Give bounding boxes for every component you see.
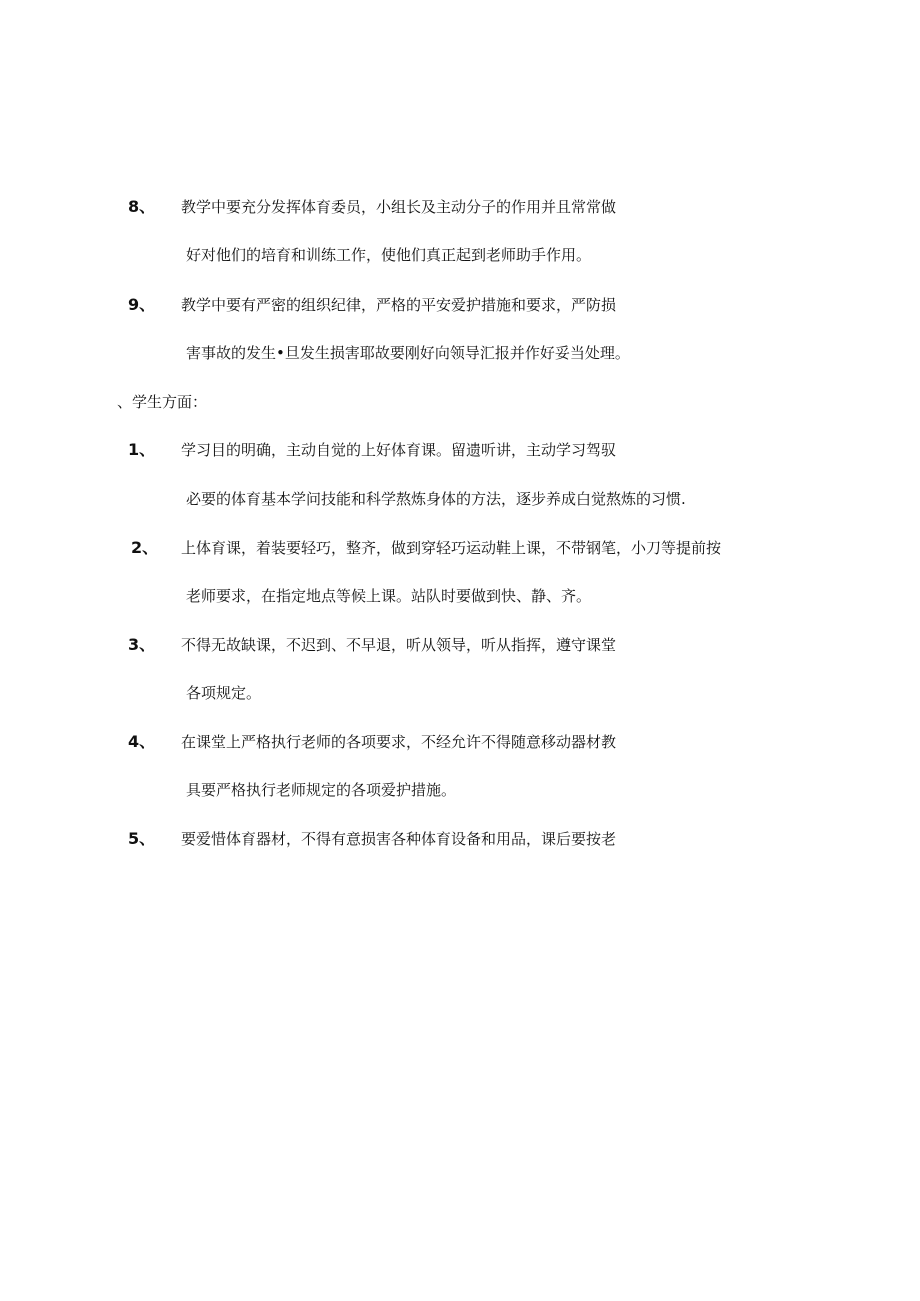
item-text-line: 教学中要有严密的组织纪律，严格的平安爱护措施和要求，严防损 <box>181 296 617 314</box>
section-heading: 、学生方面： <box>117 393 208 411</box>
item-text-line: 不得无故缺课，不迟到、不早退，听从领导，听从指挥，遵守课堂 <box>181 636 617 654</box>
item-text-line: 各项规定。 <box>186 684 262 702</box>
item-text-line: 要爱惜体育器材，不得有意损害各种体育设备和用品，课后要按老 <box>181 830 617 848</box>
item-text-line: 必要的体育基本学问技能和科学熬炼身体的方法，逐步养成白觉熬炼的习惯. <box>186 490 686 508</box>
item-text-line: 教学中要充分发挥体育委员，小组长及主动分子的作用并且常常做 <box>181 198 617 216</box>
item-text-line: 具要严格执行老师规定的各项爱护措施。 <box>186 781 457 799</box>
item-number: 4、 <box>128 732 156 751</box>
item-number: 1、 <box>128 440 156 459</box>
item-text-line: 老师要求，在指定地点等候上课。站队时要做到快、静、齐。 <box>186 587 592 605</box>
item-number: 8、 <box>128 197 156 216</box>
item-number: 2、 <box>131 538 159 557</box>
item-number: 3、 <box>128 635 156 654</box>
item-number: 9、 <box>128 295 156 314</box>
item-text-line: 害事故的发生•旦发生损害耶故要刚好向领导汇报并作好妥当处理。 <box>186 344 630 362</box>
item-number: 5、 <box>128 829 156 848</box>
item-text-line: 上体育课，着装要轻巧，整齐，做到穿轻巧运动鞋上课，不带钢笔，小刀等提前按 <box>181 539 722 557</box>
item-text-line: 学习目的明确，主动自觉的上好体育课。留遗听讲，主动学习驾驭 <box>181 441 617 459</box>
item-text-line: 好对他们的培育和训练工作，使他们真正起到老师助手作用。 <box>186 246 592 264</box>
item-text-line: 在课堂上严格执行老师的各项要求，不经允许不得随意移动器材教 <box>181 733 617 751</box>
